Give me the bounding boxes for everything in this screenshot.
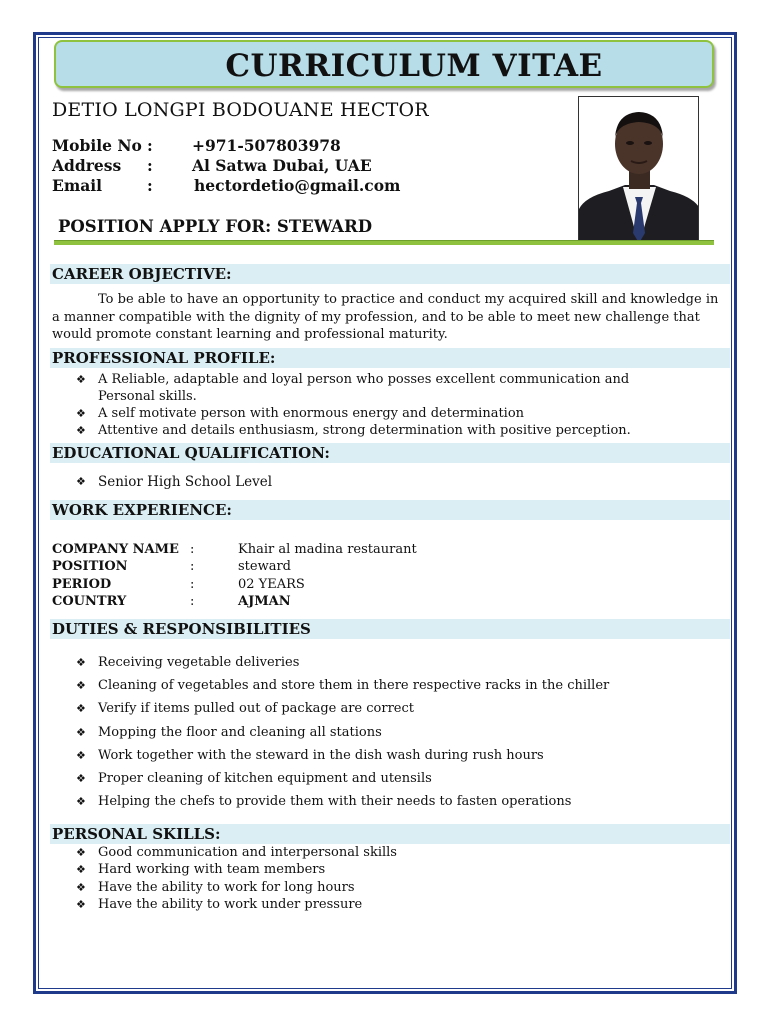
title-banner	[54, 40, 714, 88]
section-heading-personal-skills: PERSONAL SKILLS:	[50, 824, 730, 844]
section-heading-duties: DUTIES & RESPONSIBILITIES	[50, 619, 730, 639]
list-item-text: A self motivate person with enormous energy and determination	[98, 406, 525, 421]
list-item	[76, 790, 726, 813]
contact-colon: :	[147, 136, 153, 155]
contact-label: Email	[52, 176, 103, 195]
experience-key: POSITION	[52, 559, 128, 575]
bullet-diamond-icon: ❖	[76, 475, 86, 488]
contact-value: Al Satwa Dubai, UAE	[192, 156, 372, 175]
experience-value: steward	[238, 559, 292, 575]
experience-row	[52, 593, 417, 610]
list-item	[76, 861, 726, 878]
education-list	[76, 473, 726, 491]
candidate-name: DETIO LONGPI BODOUANE HECTOR	[52, 99, 429, 121]
experience-colon: :	[190, 542, 195, 557]
list-item-text: Attentive and details enthusiasm, strong determination with positive perception.	[98, 423, 631, 438]
section-heading-work-experience: WORK EXPERIENCE:	[50, 500, 730, 520]
list-item	[76, 844, 726, 861]
bullet-diamond-icon: ❖	[76, 897, 86, 911]
work-experience-details	[52, 541, 417, 610]
experience-key: COMPANY NAME	[52, 542, 179, 557]
list-item-text: Helping the chefs to provide them with their needs to fasten operations	[98, 794, 572, 810]
experience-key: COUNTRY	[52, 593, 127, 609]
list-item-text: Proper cleaning of kitchen equipment and utensils	[98, 771, 432, 787]
career-objective-text: To be able to have an opportunity to practice and conduct my acquired skill and knowledge in a manner compatible with the dignity of my profession, and to be able to meet new challenge that would promote constant learning and professional maturity.	[52, 292, 719, 342]
contact-colon: :	[147, 176, 153, 195]
list-item	[76, 674, 726, 697]
experience-colon: :	[190, 593, 195, 609]
experience-value: AJMAN	[238, 593, 291, 609]
list-item	[76, 422, 646, 439]
experience-row	[52, 541, 417, 558]
list-item-text: Good communication and interpersonal skills	[98, 845, 397, 860]
bullet-diamond-icon: ❖	[76, 702, 86, 716]
list-item-text: A Reliable, adaptable and loyal person who posses excellent communication and Personal skills.	[98, 372, 630, 404]
professional-profile-list	[76, 371, 646, 439]
list-item	[76, 405, 646, 422]
list-item	[76, 767, 726, 790]
contact-value: hectordetio@gmail.com	[194, 176, 401, 195]
section-heading-career-objective: CAREER OBJECTIVE:	[50, 264, 730, 284]
contact-label: Address	[52, 156, 122, 175]
section-heading-professional-profile: PROFESSIONAL PROFILE:	[50, 348, 730, 368]
header-divider	[54, 240, 714, 245]
contact-value: +971-507803978	[192, 136, 341, 155]
contact-label: Mobile No	[52, 136, 142, 155]
bullet-diamond-icon: ❖	[76, 880, 86, 894]
list-item-text: Verify if items pulled out of package are correct	[98, 701, 414, 717]
bullet-diamond-icon: ❖	[76, 863, 86, 877]
list-item-text: Have the ability to work under pressure	[98, 896, 363, 912]
list-item	[76, 879, 726, 896]
bullet-diamond-icon: ❖	[76, 748, 86, 762]
list-item-text: Receiving vegetable deliveries	[98, 655, 300, 670]
contact-email	[52, 176, 400, 196]
section-heading-education: EDUCATIONAL QUALIFICATION:	[50, 443, 730, 463]
list-item-text: Cleaning of vegetables and store them in there respective racks in the chiller	[98, 678, 610, 694]
bullet-diamond-icon: ❖	[76, 679, 86, 693]
list-item	[76, 371, 646, 405]
list-item	[76, 744, 726, 767]
list-item	[76, 721, 726, 744]
bullet-diamond-icon: ❖	[76, 772, 86, 786]
profile-photo	[578, 96, 699, 244]
document-title: CURRICULUM VITAE	[225, 48, 603, 84]
experience-value: 02 YEARS	[238, 576, 305, 592]
list-item	[76, 896, 726, 913]
bullet-diamond-icon: ❖	[76, 656, 86, 669]
position-applied: POSITION APPLY FOR: STEWARD	[58, 217, 372, 236]
list-item-text: Hard working with team members	[98, 862, 326, 878]
bullet-diamond-icon: ❖	[76, 407, 86, 420]
experience-colon: :	[190, 576, 195, 592]
portrait-illustration	[579, 97, 699, 244]
bullet-diamond-icon: ❖	[76, 424, 86, 437]
experience-value: Khair al madina restaurant	[238, 542, 417, 557]
contact-mobile	[52, 136, 341, 156]
contact-colon: :	[147, 156, 153, 175]
list-item-text: Work together with the steward in the dish wash during rush hours	[98, 747, 544, 763]
experience-row	[52, 558, 417, 575]
experience-key: PERIOD	[52, 576, 112, 592]
experience-row	[52, 576, 417, 593]
list-item	[76, 473, 726, 491]
list-item-text: Mopping the floor and cleaning all stations	[98, 724, 382, 740]
contact-address	[52, 156, 372, 176]
list-item	[76, 651, 726, 674]
bullet-diamond-icon: ❖	[76, 795, 86, 809]
bullet-diamond-icon: ❖	[76, 846, 86, 859]
personal-skills-list	[76, 844, 726, 913]
list-item-text: Senior High School Level	[98, 474, 273, 490]
list-item-text: Have the ability to work for long hours	[98, 879, 355, 895]
list-item	[76, 697, 726, 720]
duties-list	[76, 651, 726, 813]
experience-colon: :	[190, 559, 195, 575]
bullet-diamond-icon: ❖	[76, 725, 86, 739]
bullet-diamond-icon: ❖	[76, 373, 86, 386]
